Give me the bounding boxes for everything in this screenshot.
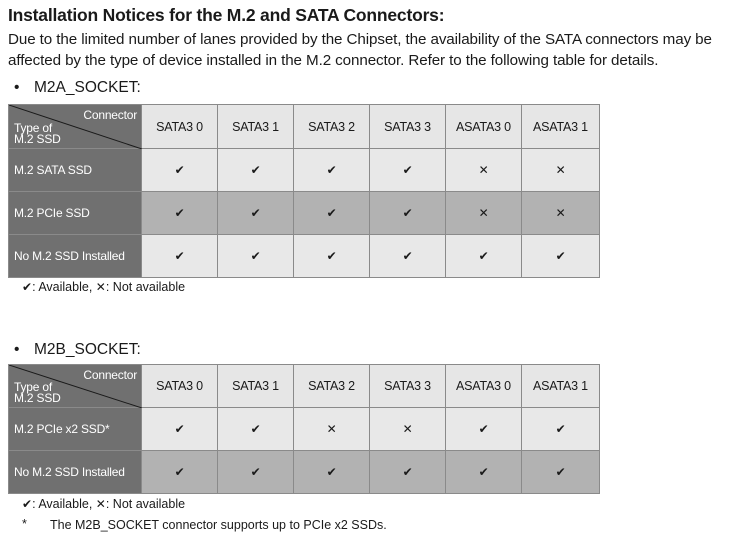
availability-cell [522,408,600,451]
availability-cell [218,235,294,278]
section-m2b-label: M2B_SOCKET: [34,341,141,358]
table-corner-cell [9,105,142,149]
column-header: SATA3 2 [294,105,370,149]
table-header-row [9,365,600,408]
column-header: SATA3 3 [370,365,446,408]
availability-cell [294,192,370,235]
row-label: No M.2 SSD Installed [9,235,142,278]
legend-available-text: : Available, [32,280,93,294]
row-label: M.2 PCIe SSD [9,192,142,235]
availability-cell [370,235,446,278]
availability-cell [142,192,218,235]
column-header: SATA3 1 [218,365,294,408]
check-icon: ✔ [250,249,261,263]
availability-cell [294,149,370,192]
footnote-text: The M2B_SOCKET connector supports up to PCIe x2 SSDs. [50,518,387,532]
availability-cell [142,408,218,451]
column-header: ASATA3 0 [446,365,522,408]
availability-cell [446,235,522,278]
availability-cell [142,451,218,494]
availability-cell [218,149,294,192]
availability-cell [294,451,370,494]
check-icon: ✔ [402,206,413,220]
row-label: M.2 PCIe x2 SSD* [9,408,142,451]
availability-cell [294,235,370,278]
check-icon: ✔ [478,465,489,479]
check-icon: ✔ [250,422,261,436]
column-header: SATA3 0 [142,365,218,408]
cross-icon: ✕ [402,422,413,436]
availability-cell [370,192,446,235]
column-header: ASATA3 0 [446,105,522,149]
legend-m2a [22,280,185,294]
column-header: SATA3 0 [142,105,218,149]
check-icon: ✔ [174,163,185,177]
check-icon: ✔ [174,465,185,479]
table-row [9,149,600,192]
check-icon: ✔ [326,465,337,479]
check-icon: ✔ [250,163,261,177]
check-icon: ✔ [478,249,489,263]
section-m2b-heading [14,341,141,359]
check-icon: ✔ [250,206,261,220]
column-header: ASATA3 1 [522,365,600,408]
check-icon: ✔ [174,206,185,220]
check-icon: ✔ [22,497,33,511]
availability-cell [294,408,370,451]
table-row [9,451,600,494]
row-label: M.2 SATA SSD [9,149,142,192]
column-header: ASATA3 1 [522,105,600,149]
column-header: SATA3 1 [218,105,294,149]
availability-cell [446,192,522,235]
m2a-compatibility-table [8,104,600,278]
availability-cell [522,149,600,192]
bullet: • [14,79,20,96]
table-corner-cell [9,365,142,408]
availability-cell [218,192,294,235]
cross-icon: ✕ [478,163,489,177]
legend-not-available-text: : Not available [105,497,186,511]
section-m2a-label: M2A_SOCKET: [34,79,141,96]
availability-cell [446,451,522,494]
availability-cell [142,149,218,192]
cross-icon: ✕ [555,206,566,220]
column-header: SATA3 3 [370,105,446,149]
check-icon: ✔ [326,163,337,177]
availability-cell [218,408,294,451]
check-icon: ✔ [402,465,413,479]
legend-available-text: : Available, [32,497,93,511]
m2b-compatibility-table [8,364,600,494]
availability-cell [522,235,600,278]
availability-cell [446,408,522,451]
check-icon: ✔ [250,465,261,479]
corner-connector-label: Connector [83,108,137,122]
check-icon: ✔ [326,249,337,263]
cross-icon: ✕ [326,422,337,436]
availability-cell [370,451,446,494]
cross-icon: ✕ [555,163,566,177]
row-label: No M.2 SSD Installed [9,451,142,494]
check-icon: ✔ [326,206,337,220]
corner-type-label: Type of M.2 SSD [14,121,61,146]
check-icon: ✔ [555,249,566,263]
availability-cell [218,451,294,494]
availability-cell [446,149,522,192]
table-row [9,235,600,278]
legend-not-available-text: : Not available [105,280,186,294]
table-header-row [9,105,600,149]
corner-connector-label: Connector [83,368,137,382]
check-icon: ✔ [22,280,33,294]
check-icon: ✔ [555,465,566,479]
page-title: Installation Notices for the M.2 and SATA Connectors: [8,5,445,25]
column-header: SATA3 2 [294,365,370,408]
table-row [9,192,600,235]
bullet: • [14,341,20,358]
check-icon: ✔ [478,422,489,436]
check-icon: ✔ [174,249,185,263]
availability-cell [522,451,600,494]
footnote-marker: * [22,517,27,531]
availability-cell [522,192,600,235]
check-icon: ✔ [402,163,413,177]
check-icon: ✔ [402,249,413,263]
section-m2a-heading [14,79,141,97]
check-icon: ✔ [555,422,566,436]
cross-icon: ✕ [478,206,489,220]
cross-icon: ✕ [95,280,106,294]
check-icon: ✔ [174,422,185,436]
table-row [9,408,600,451]
availability-cell [142,235,218,278]
cross-icon: ✕ [95,497,106,511]
legend-m2b [22,497,185,511]
availability-cell [370,408,446,451]
corner-type-label: Type of M.2 SSD [14,380,61,405]
availability-cell [370,149,446,192]
intro-text: Due to the limited number of lanes provided by the Chipset, the availability of the SATA connectors may be affected by the type of device installed in the M.2 connector. Refer to the following table for details. [8,31,712,69]
